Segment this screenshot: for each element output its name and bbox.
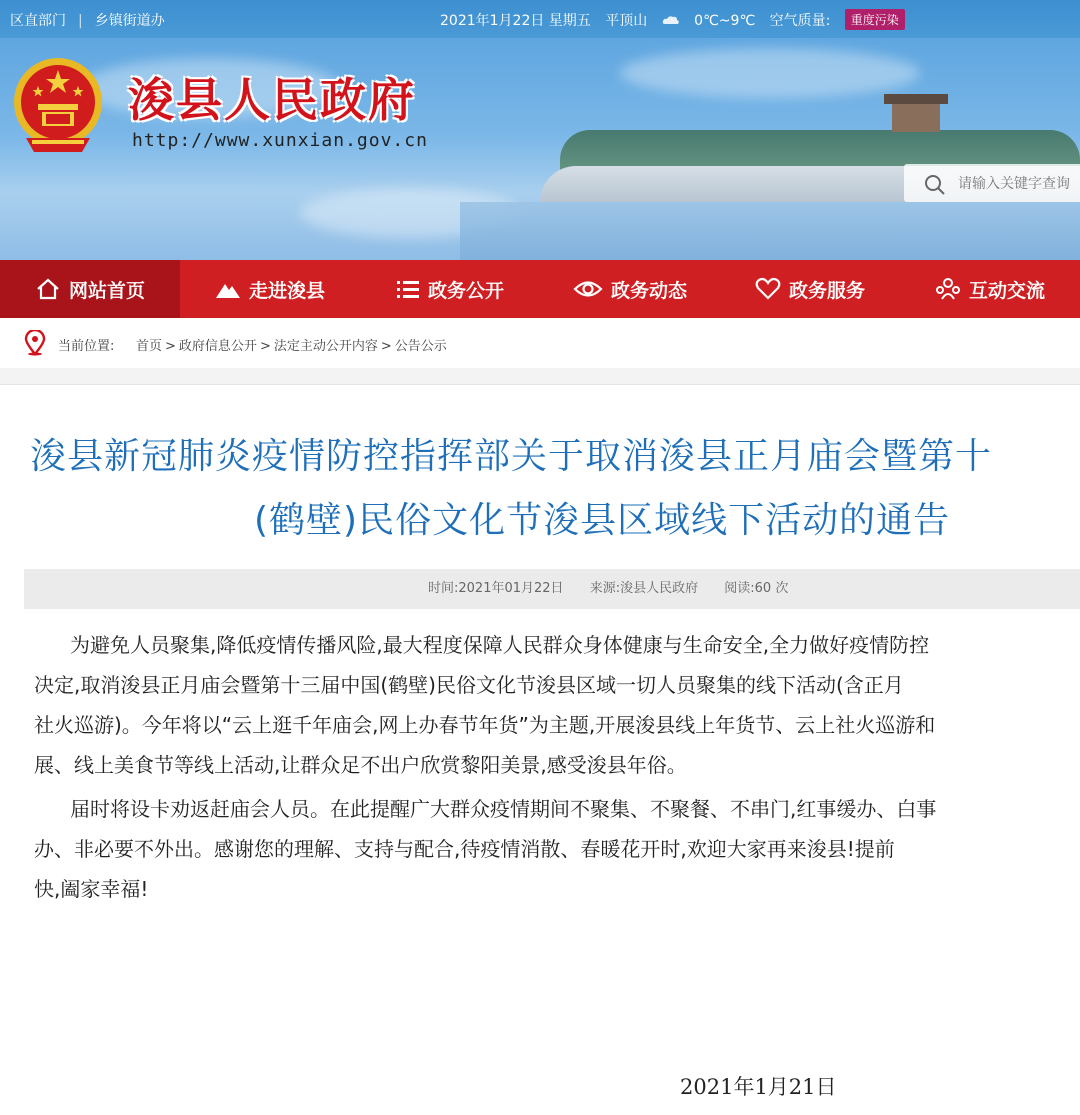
air-quality-label: 空气质量:: [769, 13, 831, 29]
divider: |: [78, 13, 83, 29]
breadcrumb-info-open[interactable]: 政府信息公开: [178, 339, 257, 354]
temperature: 0℃~9℃: [694, 13, 756, 29]
breadcrumb-home[interactable]: 首页: [136, 339, 163, 354]
search-box: [904, 164, 1080, 202]
breadcrumb-statutory[interactable]: 法定主动公开内容: [273, 339, 378, 354]
signature-date: 2021年1月21日: [680, 1075, 837, 1099]
article-title-line: (鹤壁)民俗文化节浚县区域线下活动的通告: [254, 500, 951, 541]
banner-tower: [892, 102, 940, 132]
breadcrumb-label: 当前位置:: [58, 339, 115, 354]
nav-label: 政务公开: [427, 279, 504, 302]
body-line: 快,阖家幸福!: [34, 877, 149, 901]
body-line: 展、线上美食节等线上活动,让群众足不出户欣赏黎阳美景,感受浚县年俗。: [34, 753, 687, 777]
people-icon: [935, 277, 961, 301]
nav-label: 政务动态: [610, 279, 687, 302]
source-label: 来源:: [589, 581, 621, 596]
mountain-icon: [215, 278, 241, 300]
body-line: 社火巡游)。今年将以“云上逛千年庙会,网上办春节年货”为主题,开展浚县线上年货节、云上社火巡游和: [34, 713, 936, 737]
article-body: [34, 625, 1080, 909]
top-links: [10, 10, 165, 30]
site-url: http://www.xunxian.gov.cn: [132, 130, 428, 151]
nav-label: 互动交流: [968, 279, 1045, 302]
nav-item-interaction[interactable]: [900, 260, 1080, 318]
body-line: 办、非必要不外出。感谢您的理解、支持与配合,待疫情消散、春暖花开时,欢迎大家再来浚县!提前: [34, 837, 895, 861]
article-title-line: 浚县新冠肺炎疫情防控指挥部关于取消浚县正月庙会暨第十: [30, 436, 993, 477]
site-title[interactable]: 浚县人民政府: [128, 73, 416, 127]
top-link-towns[interactable]: 乡镇街道办: [94, 13, 165, 29]
list-icon: [396, 278, 420, 300]
article-source: 浚县人民政府: [620, 581, 699, 596]
breadcrumb-announcements[interactable]: 公告公示: [394, 339, 447, 354]
heart-icon: [755, 277, 781, 301]
home-icon: [35, 277, 61, 301]
article-meta: [24, 569, 1080, 609]
top-utility-bar: [0, 0, 1080, 38]
nav-label: 政务服务: [788, 279, 865, 302]
publish-time: 2021年01月22日: [458, 581, 564, 596]
national-emblem-logo: [10, 56, 106, 156]
weather-city: 平顶山: [605, 13, 648, 29]
current-date: 2021年1月22日 星期五: [440, 13, 591, 29]
nav-item-news[interactable]: [540, 260, 720, 318]
banner-water: [460, 202, 1080, 260]
top-link-departments[interactable]: 区直部门: [10, 13, 66, 29]
cloud-decoration: [620, 48, 920, 98]
breadcrumb-separator: >: [165, 339, 176, 354]
article-container: [0, 384, 1080, 1115]
breadcrumb-trail: [136, 335, 447, 354]
reads-label: 阅读:: [724, 581, 755, 596]
air-quality-badge: 重度污染: [845, 9, 905, 30]
search-icon[interactable]: [924, 174, 946, 196]
time-label: 时间:: [428, 581, 459, 596]
body-line: 决定,取消浚县正月庙会暨第十三届中国(鹤壁)民俗文化节浚县区域一切人员聚集的线下活动(含正月: [34, 673, 904, 697]
nav-item-services[interactable]: [720, 260, 900, 318]
nav-label: 走进浚县: [248, 279, 325, 302]
nav-item-home[interactable]: [0, 260, 180, 318]
breadcrumb: [0, 318, 1080, 368]
main-nav: [0, 260, 1080, 318]
eye-icon: [573, 278, 603, 300]
body-line: 为避免人员聚集,降低疫情传播风险,最大程度保障人民群众身体健康与生命安全,全力做好疫情防控: [70, 633, 930, 657]
breadcrumb-separator: >: [380, 339, 392, 354]
date-weather: [440, 10, 915, 31]
location-pin-icon: [24, 330, 46, 356]
nav-label: 网站首页: [68, 279, 145, 302]
nav-item-about[interactable]: [180, 260, 360, 318]
cloud-icon: [662, 13, 684, 29]
breadcrumb-separator: >: [259, 339, 271, 354]
body-line: 届时将设卡劝返赶庙会人员。在此提醒广大群众疫情期间不聚集、不聚餐、不串门,红事缓办、白事: [70, 797, 937, 821]
read-count: 60 次: [754, 581, 789, 596]
search-input[interactable]: [956, 172, 1080, 196]
nav-item-gov-open[interactable]: [360, 260, 540, 318]
